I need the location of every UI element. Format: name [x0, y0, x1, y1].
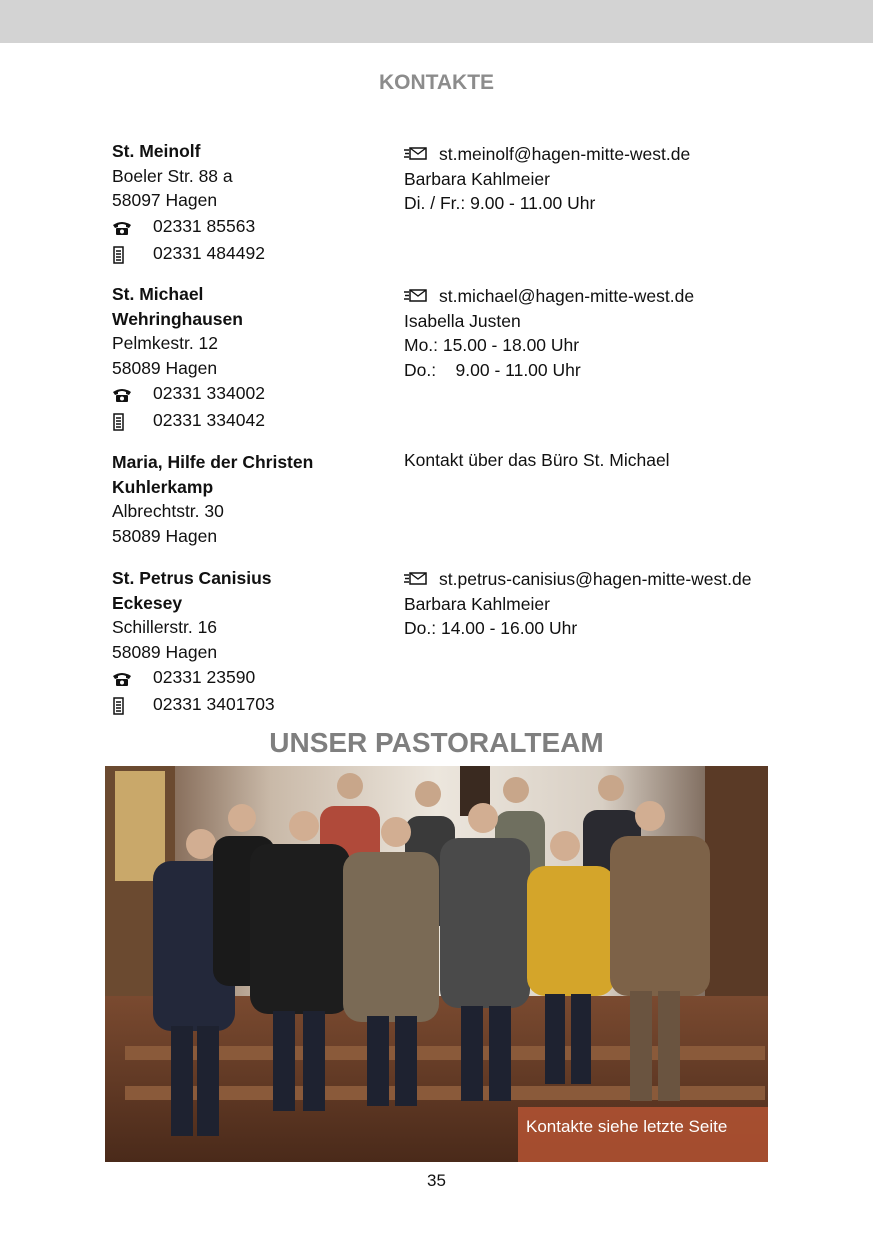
- email-row: [404, 142, 844, 167]
- team-photo: [105, 766, 768, 1162]
- phone-row: [112, 213, 402, 240]
- office-hours: Di. / Fr.: 9.00 - 11.00 Uhr: [404, 193, 596, 213]
- phone-number[interactable]: 02331 23590: [153, 667, 256, 687]
- contact-details-st-michael: [404, 284, 844, 382]
- fax-row: [112, 407, 402, 434]
- parish-district: Wehringhausen: [112, 308, 243, 329]
- city: 58089 Hagen: [112, 641, 218, 662]
- fax-icon: [112, 692, 153, 719]
- email-icon: [404, 143, 439, 168]
- telephone-icon: [112, 213, 153, 240]
- contact-person: Barbara Kahlmeier: [404, 593, 550, 614]
- parish-name: Maria, Hilfe der Christen: [112, 452, 314, 472]
- fax-icon: [112, 240, 153, 267]
- email-link[interactable]: st.meinolf@hagen-mitte-west.de: [439, 144, 691, 164]
- street: Pelmkestr. 12: [112, 333, 219, 353]
- parish-district: Eckesey: [112, 592, 183, 613]
- city: 58097 Hagen: [112, 190, 218, 210]
- fax-icon: [112, 408, 153, 435]
- email-link[interactable]: st.michael@hagen-mitte-west.de: [439, 286, 695, 306]
- office-hours: Do.: 9.00 - 11.00 Uhr: [404, 359, 581, 380]
- phone-row: [112, 664, 402, 691]
- contact-address-st-petrus-canisius: [112, 566, 402, 718]
- street: Albrechtstr. 30: [112, 501, 224, 521]
- contact-address-st-michael: [112, 282, 402, 434]
- email-link[interactable]: st.petrus-canisius@hagen-mitte-west.de: [439, 569, 752, 589]
- telephone-icon: [112, 381, 153, 408]
- fax-number[interactable]: 02331 3401703: [153, 694, 275, 714]
- email-icon: [404, 285, 439, 310]
- city: 58089 Hagen: [112, 357, 218, 378]
- contact-address-st-meinolf: [112, 139, 402, 267]
- office-hours: Do.: 14.00 - 16.00 Uhr: [404, 618, 578, 638]
- email-row: [404, 567, 844, 592]
- contact-details-st-petrus-canisius: [404, 567, 844, 641]
- contact-details-st-meinolf: [404, 142, 844, 216]
- parish-district: Kuhlerkamp: [112, 476, 214, 497]
- street: Schillerstr. 16: [112, 617, 218, 637]
- team-photo-illustration: [105, 766, 768, 1162]
- phone-number[interactable]: 02331 334002: [153, 383, 265, 403]
- office-hours: Mo.: 15.00 - 18.00 Uhr: [404, 335, 580, 355]
- fax-row: [112, 691, 402, 718]
- email-icon: [404, 568, 439, 593]
- page-title: KONTAKTE: [378, 71, 495, 94]
- fax-number[interactable]: 02331 334042: [153, 410, 265, 430]
- contact-address-maria-hilfe: [112, 450, 402, 548]
- contact-details-maria-hilfe: [404, 448, 844, 473]
- city: 58089 Hagen: [112, 525, 218, 546]
- contact-note: Kontakt über das Büro St. Michael: [404, 450, 670, 470]
- telephone-icon: [112, 665, 153, 692]
- contact-person: Isabella Justen: [404, 310, 521, 331]
- team-photo-caption: Kontakte siehe letzte Seite: [518, 1107, 768, 1162]
- phone-row: [112, 380, 402, 407]
- street: Boeler Str. 88 a: [112, 165, 233, 186]
- fax-number[interactable]: 02331 484492: [153, 242, 265, 263]
- phone-number[interactable]: 02331 85563: [153, 215, 256, 236]
- fax-row: [112, 240, 402, 267]
- parish-name: St. Meinolf: [112, 141, 201, 161]
- team-heading: UNSER PASTORALTEAM: [269, 727, 604, 758]
- contact-person: Barbara Kahlmeier: [404, 168, 550, 189]
- parish-name: St. Petrus Canisius: [112, 568, 272, 588]
- top-bar: [0, 0, 873, 43]
- email-row: [404, 284, 844, 309]
- parish-name: St. Michael: [112, 284, 204, 304]
- page-number: 35: [427, 1171, 446, 1190]
